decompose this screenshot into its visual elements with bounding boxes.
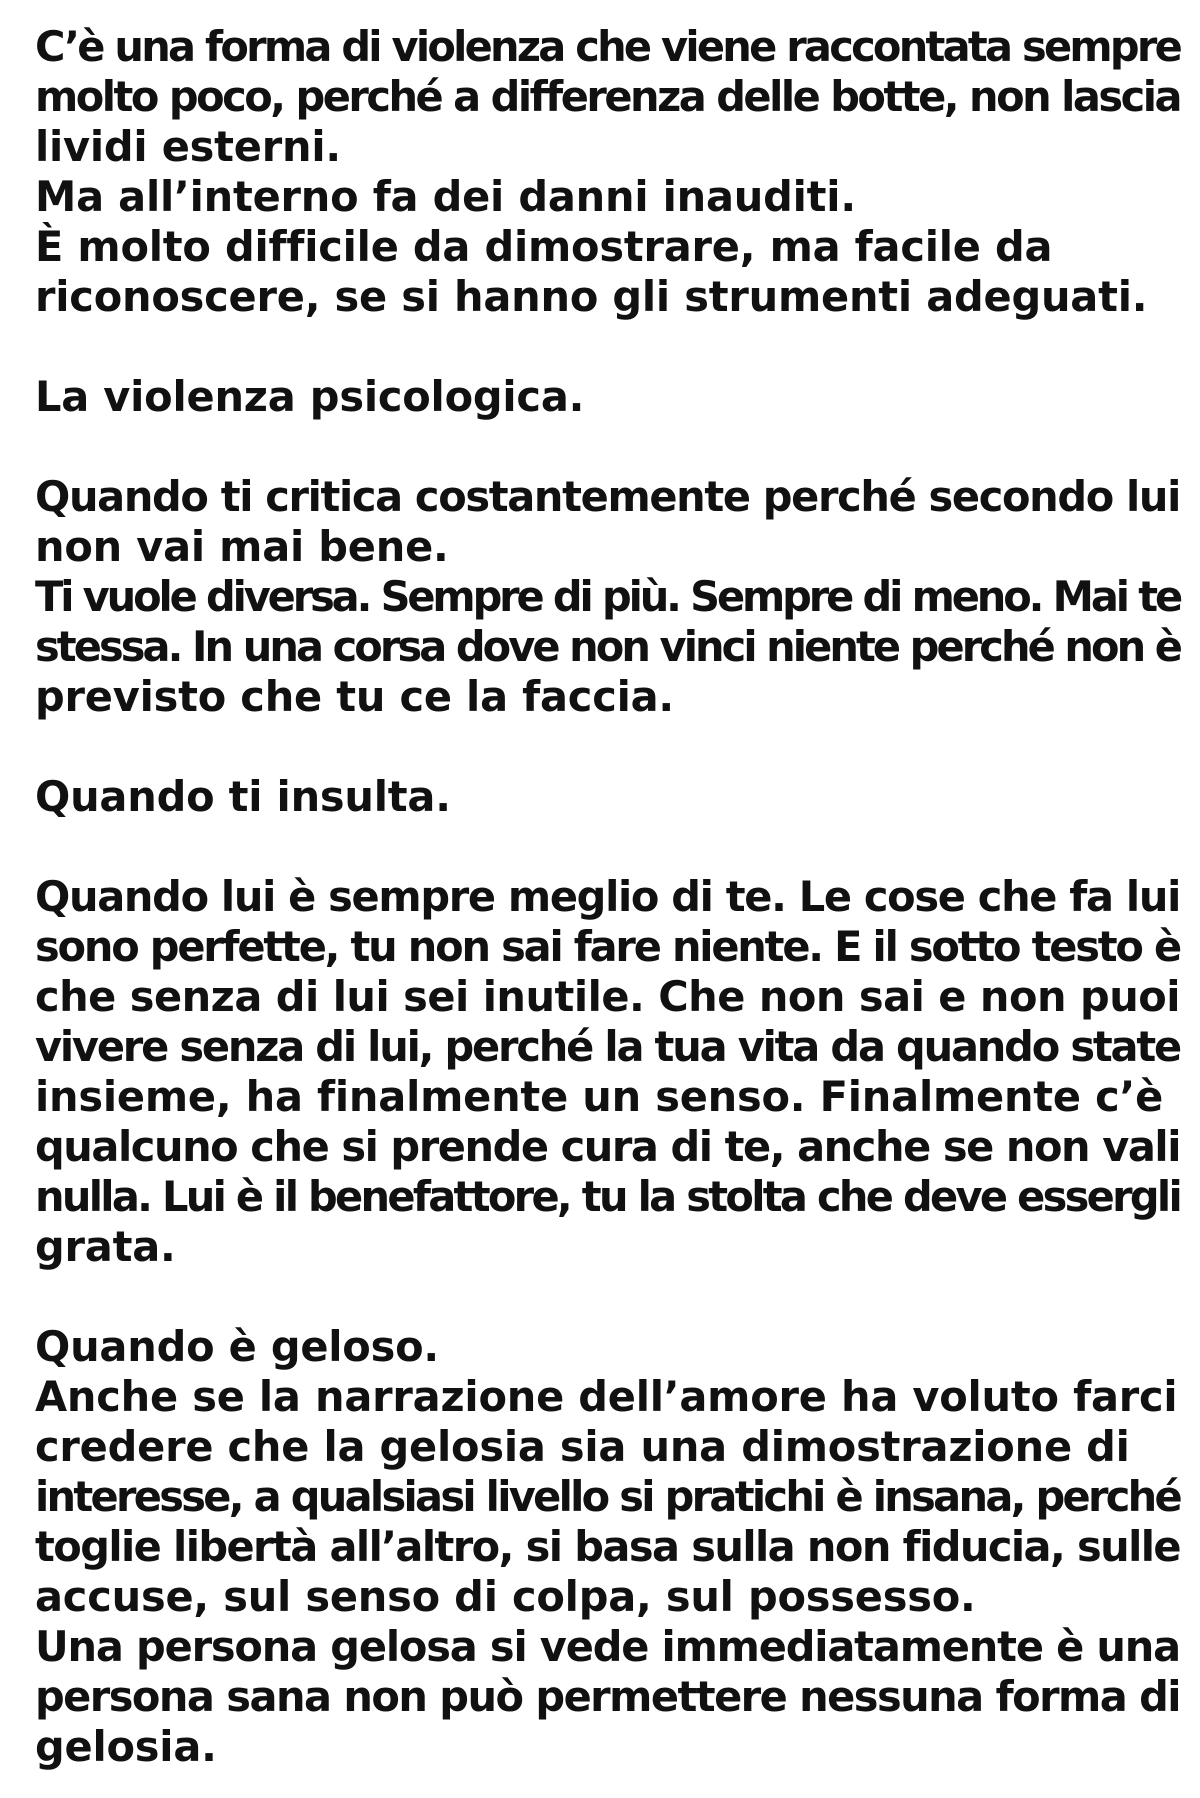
text-line: accuse, sul senso di colpa, sul possesso. <box>35 1572 976 1621</box>
paragraph-superiority <box>35 872 1180 1272</box>
text-line: Quando ti insulta. <box>35 772 451 821</box>
paragraph-criticism <box>35 472 1180 722</box>
text-line: non vai mai bene. <box>35 522 449 571</box>
text-line: Quando ti critica costantemente perché secondo lui <box>35 472 1180 521</box>
text-line: previsto che tu ce la faccia. <box>35 672 674 721</box>
text-line: sono perfette, tu non sai fare niente. E il sotto testo è <box>35 922 1180 971</box>
text-line: La violenza psicologica. <box>35 372 585 421</box>
text-line: interesse, a qualsiasi livello si pratichi è insana, perché <box>35 1472 1180 1521</box>
paragraph-heading <box>35 372 1166 422</box>
paragraph-jealousy <box>35 1322 1180 1772</box>
text-line: toglie libertà all’altro, si basa sulla non fiducia, sulle <box>35 1522 1180 1571</box>
text-line: che senza di lui sei inutile. Che non sai e non puoi <box>35 972 1180 1021</box>
text-line: Una persona gelosa si vede immediatamente è una <box>35 1622 1180 1671</box>
text-line: insieme, ha finalmente un senso. Finalmente c’è <box>35 1072 1164 1121</box>
text-line: molto poco, perché a differenza delle botte, non lascia <box>35 72 1180 121</box>
text-line: riconoscere, se si hanno gli strumenti adeguati. <box>35 272 1148 321</box>
text-line: vivere senza di lui, perché la tua vita da quando state <box>35 1022 1180 1071</box>
text-line: persona sana non può permettere nessuna forma di <box>35 1672 1180 1721</box>
text-line: C’è una forma di violenza che viene raccontata sempre <box>35 22 1180 71</box>
text-line: È molto difficile da dimostrare, ma facile da <box>35 222 1053 271</box>
text-line: Ti vuole diversa. Sempre di più. Sempre di meno. Mai te <box>35 572 1180 621</box>
text-line: qualcuno che si prende cura di te, anche se non vali <box>35 1122 1180 1171</box>
text-line: Ma all’interno fa dei danni inauditi. <box>35 172 856 221</box>
text-line: Quando lui è sempre meglio di te. Le cose che fa lui <box>35 872 1180 921</box>
paragraph-insult <box>35 772 1166 822</box>
text-line: Quando è geloso. <box>35 1322 439 1371</box>
text-line: nulla. Lui è il benefattore, tu la stolta che deve essergli <box>35 1172 1180 1221</box>
text-line: gelosia. <box>35 1722 217 1771</box>
text-line: stessa. In una corsa dove non vinci niente perché non è <box>35 622 1180 671</box>
paragraph-intro <box>35 22 1180 322</box>
text-line: grata. <box>35 1222 176 1271</box>
text-line: lividi esterni. <box>35 122 341 171</box>
text-line: credere che la gelosia sia una dimostrazione di <box>35 1422 1130 1471</box>
text-line: Anche se la narrazione dell’amore ha voluto farci <box>35 1372 1178 1421</box>
